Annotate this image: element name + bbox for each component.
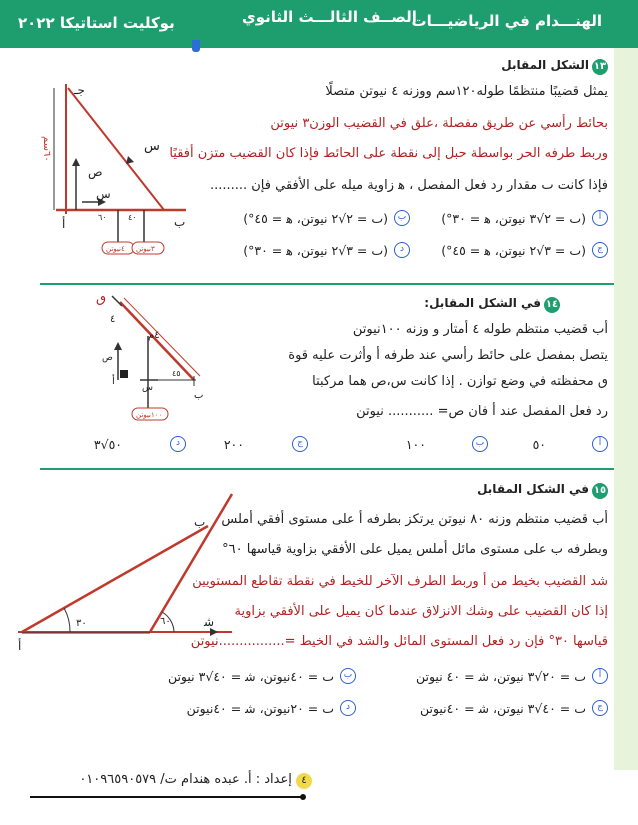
q14-hinge [120,370,128,378]
q13-option-d[interactable]: د (ٮ = ٣√٢ نيوتن، ﻫ = ٣٠°) [243,242,410,258]
q14-f-arrow [112,296,122,306]
footer-author [80,772,312,788]
q14-force-arrowhead [114,342,122,350]
q15-line-4: إذا كان القضيب على وشك الانزلاق عندما كان يميل على الأفقي بزاوية [234,604,608,619]
q13-label-height: ٦٠سم [41,136,52,162]
q15-line-1: أب قضيب منتظم وزنه ٨٠ نيوتن يرتكز بطرفه أ على مستوى أفقي أملس [221,512,608,527]
q13-number: ١٣ [592,59,608,75]
q14-option-c[interactable]: ج ٢٠٠ [224,436,308,452]
q13-label-a: أ [62,217,66,231]
footer-dot [300,794,306,800]
q13-label-b: ب [174,215,186,229]
q14-line-3: ٯ محفظته في وضع توازن . إذا كانت س،ص هما مركبتا [312,374,608,389]
q14-option-a[interactable]: أ ٥٠ [533,436,608,452]
q15-tension-arrowhead [210,628,218,636]
q14-rod [120,302,194,380]
q13-rope-arrowhead [126,156,134,164]
q14-label-weight: ١٠٠نيوتن [136,411,163,419]
q14-line-1: أب قضيب منتظم طوله ٤ أمتار و وزنه ١٠٠نيوتن [352,322,608,337]
q15-label-tension: ﺷ [204,615,215,629]
header-booklet: بوكليت استاتيكا ٢٠٢٢ [18,14,175,32]
q14-line-2: يتصل بمفصل على حائط رأسي عند طرفه أ وأثرت عليه قوة [288,348,608,363]
q15-inclined-plane [150,494,232,632]
q14-line-4: رد فعل المفصل عند أ فان ص= ........... نيوتن [356,404,608,419]
q15-figure [14,490,236,660]
q13-title: ١٣الشكل المقابل [501,58,608,75]
footer-rule [30,796,302,798]
q15-line-3: شد القضيب بخيط من أ وربط الطرف الآخر للخيط في نقطة تقاطع المستويين [192,574,608,589]
right-margin-strip [614,48,638,770]
q14-label-s: س [142,383,153,393]
q14-rod-edge [124,298,200,376]
page-number: ٤ [296,773,312,789]
q15-line-5: قياسها ٣٠° فإن رد فعل المستوى المائل والشد في الخيط =................نيوتن [190,634,608,649]
q14-number: ١٤ [544,297,560,313]
q15-label-b: ب [194,515,206,529]
q15-option-a[interactable]: أ ٮ = ٢٠√٣ نيوتن، ﺷ = ٤٠ نيوتن [416,668,608,684]
q13-option-a[interactable]: أ (ٮ = ٢√٣ نيوتن، ﻫ = ٣٠°) [441,210,608,226]
q13-figure [36,80,196,270]
q14-label-b: ب [194,390,204,401]
q13-line-3: وربط طرفه الحر بواسطة حبل إلى نقطة على الحائط فإذا كان القضيب متزن أفقيًا [169,146,608,161]
page-header [0,0,638,48]
q15-option-d[interactable]: د ٮ = ٢٠نيوتن، ﺷ = ٤٠نيوتن [187,700,356,716]
q15-option-b[interactable]: ب ٮ = ٤٠نيوتن، ﺷ = ٤٠√٣ نيوتن [168,668,356,684]
q15-label-angle60: ٦٠ [160,616,171,627]
q13-line-4: فإذا كانت ٮ مقدار رد فعل المفصل ، ﻫ زاوية ميله على الأفقي فإن ......... [209,178,608,193]
q14-label-a: أ [112,376,115,387]
q13-label-r: ص [88,165,103,179]
q14-label-angle: ٤٥ [172,369,181,378]
footer-author-text: إعداد : أ. عبده هندام ت/ ٠١٠٩٦٥٩٠٥٧٩ [79,772,292,787]
q13-option-c[interactable]: ج (ٮ = ٣√٢ نيوتن، ﻫ = ٤٥°) [441,242,608,258]
q13-line-1: يمثل قضيبًا منتظمًا طوله١٢٠سم ووزنه ٤ نيوتن متصلًا [325,84,608,99]
q14-option-b[interactable]: ب ١٠٠ [406,436,488,452]
q15-label-a: أ [18,639,22,653]
q14-option-d[interactable]: د ٥٠√٣ [94,436,186,452]
q14-label-d1: ٤م [148,330,160,341]
header-tab-marker [192,40,200,52]
header-book-title: الهنـــدام في الرياضيـــات [411,12,602,30]
q14-figure [82,290,232,430]
q15-line-2: وبطرفه ب على مستوى مائل أملس يميل على الأفقي بزاوية قياسها ٦٠° [222,542,608,557]
separator-2 [40,468,614,470]
separator-1 [40,283,614,285]
q15-angle30-arc [64,608,70,632]
q15-option-c[interactable]: ج ٮ = ٤٠√٣ نيوتن، ﺷ = ٤٠نيوتن [420,700,608,716]
q14-title: ١٤في الشكل المقابل: [424,296,560,313]
header-grade: الصــف الثالـــث الثانوي [242,8,417,26]
q13-label-rope: س [144,139,160,154]
q13-label-seg2: ٤٠ [128,213,137,222]
q13-label-s: س [96,187,111,201]
q13-label-top: جـ [74,83,85,97]
q13-label-w1: ٤نيوتن [106,245,125,253]
q14-label-f: ٯ [96,291,107,306]
q14-label-d2: ٤ [110,314,116,325]
q13-reaction-arrowhead [72,158,80,166]
q14-label-r: ص [102,353,113,363]
q13-label-w2: ٣نيوتن [136,245,155,253]
q13-line-2: بحائط رأسي عن طريق مفصلة ،علق في القضيب الوزن٣ نيوتن [270,116,608,131]
q13-label-seg1: ٦٠ [98,213,107,222]
q13-option-b[interactable]: ب (ٮ = ٢√٢ نيوتن، ﻫ = ٤٥°) [243,210,410,226]
q15-number: ١٥ [592,483,608,499]
q15-title: ١٥في الشكل المقابل [477,482,608,499]
q15-label-angle30: ٣٠ [76,618,87,629]
